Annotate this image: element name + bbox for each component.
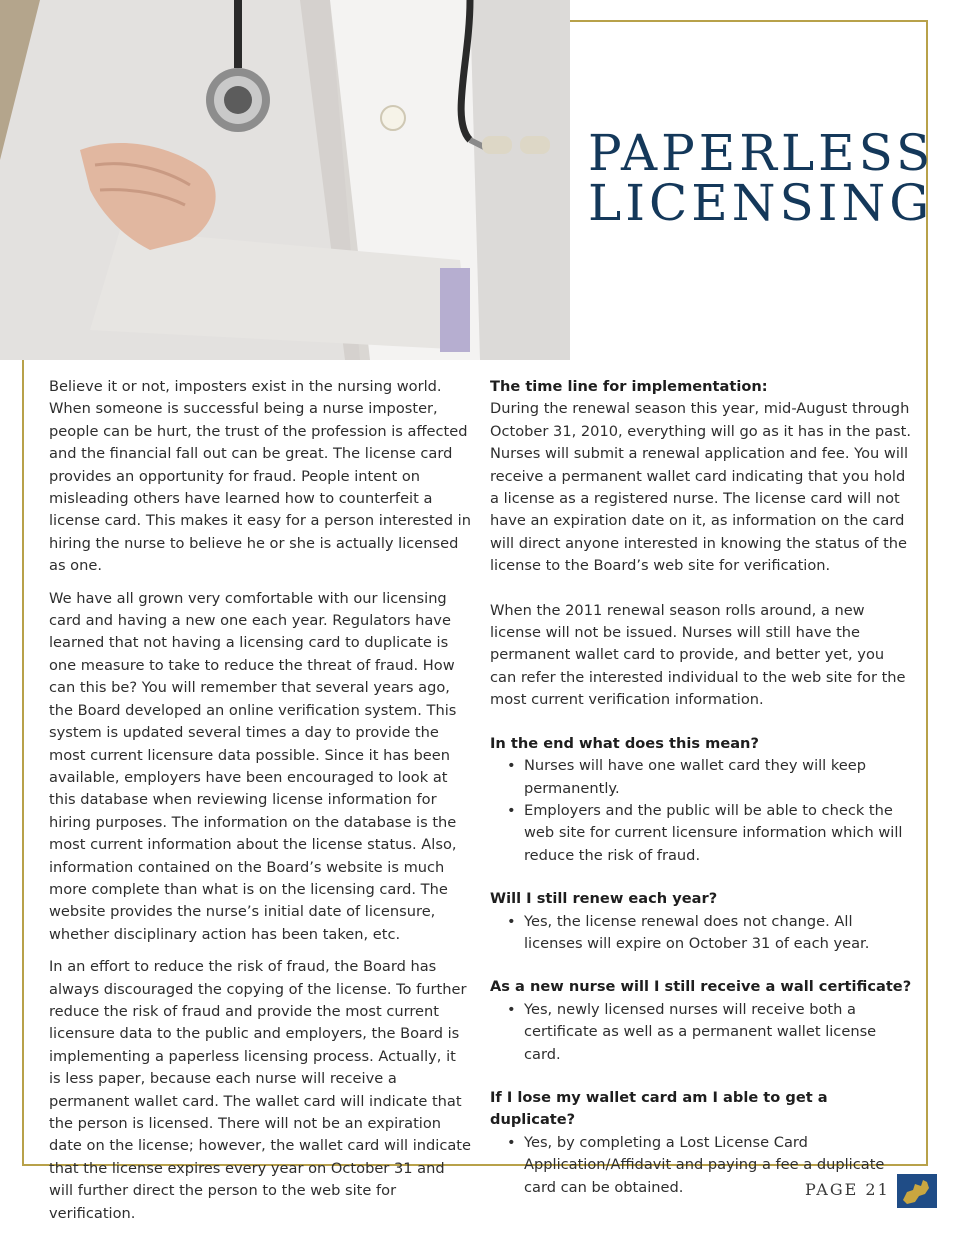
list-item: • Employers and the public will be able to check the web site for current licensure information which will reduce the risk of fraud. [524,800,912,867]
west-virginia-state-icon [897,1174,937,1208]
left-paragraph-3: In an effort to reduce the risk of fraud, the Board has always discouraged the copying of the license. To further reduce the risk of fraud and provide the most current licensure data to the public and employers, the Board is implementing a paperless licensing process. Actually, it is less paper, because each nurse will receive a permanent wallet card. The wallet card will indicate that the person is licensed. There will not be an expiration date on the license; however, the wallet card will indicate that the license expires every year on October 31 and will further direct the person to the web site for verification. [49,958,471,1222]
faq-certificate [490,976,912,1066]
left-paragraph-1: Believe it or not, imposters exist in the nursing world. When someone is successful being a nurse imposter, people can be hurt, the trust of the profession is affected and the financial fall out can be great. The license card provides an opportunity for fraud. People intent on misleading others have learned how to counterfeit a license card. This makes it easy for a person interested in hiring the nurse to believe he or she is actually licensed as one. [49,378,471,575]
faq-certificate-list [490,999,912,1066]
faq-meaning [490,733,912,867]
faq-renew-heading: Will I still renew each year? [490,890,718,908]
list-item: • Yes, newly licensed nurses will receive both a certificate as well as a permanent wallet license card. [524,999,912,1066]
list-item: • Yes, the license renewal does not change. All licenses will expire on October 31 of each year. [524,911,912,956]
left-column [49,376,471,1235]
faq-certificate-heading: As a new nurse will I still receive a wall certificate? [490,978,912,996]
timeline-paragraph-1: During the renewal season this year, mid-August through October 31, 2010, everything will go as it has in the past. Nurses will submit a renewal application and fee. You will receive a permanent wallet card indicating that you hold a license as a registered nurse. The license card will not have an expiration date on it, as information on the card will direct anyone interested in knowing the status of the license to the Board’s web site for verification. [490,400,912,575]
title-line-1: PAPERLESS [588,124,935,182]
faq-renew [490,888,912,955]
faq-duplicate-heading: If I lose my wallet card am I able to get a duplicate? [490,1088,828,1129]
timeline-paragraph-2: When the 2011 renewal season rolls around, a new license will not be issued. Nurses will still have the permanent wallet card to provide, and better yet, you can refer the interested individual to the web site for the most current verification information. [490,601,906,709]
right-column [490,376,912,1199]
hero-photo-nurse [0,0,570,360]
article-title [588,124,935,232]
faq-renew-list [490,911,912,956]
left-paragraph-2: We have all grown very comfortable with our licensing card and having a new one each year. Regulators have learned that not having a licensing card to duplicate is one measure to take to reduce the threat of fraud. How can this be? You will remember that several years ago, the Board developed an online verification system. This system is updated several times a day to provide the most current licensure data possible. Since it has been available, employers have been encouraged to look at this database when reviewing license information for hiring purposes. The information on the database is the most current information about the license status. Also, information contained on the Board’s website is much more complete than what is on the licensing card. The website provides the nurse’s initial date of licensure, whether disciplinary action has been taken, etc. [49,589,457,943]
faq-meaning-heading: In the end what does this mean? [490,734,759,752]
timeline-heading: The time line for implementation: [490,378,768,395]
faq-meaning-list [490,755,912,867]
list-item: • Nurses will have one wallet card they will keep permanently. [524,755,912,800]
page-number: PAGE 21 [805,1180,890,1199]
list-item: • Yes, by completing a Lost License Card Application/Affidavit and paying a fee a duplicate card can be obtained. [524,1132,912,1199]
title-line-2: LICENSING [588,174,934,232]
